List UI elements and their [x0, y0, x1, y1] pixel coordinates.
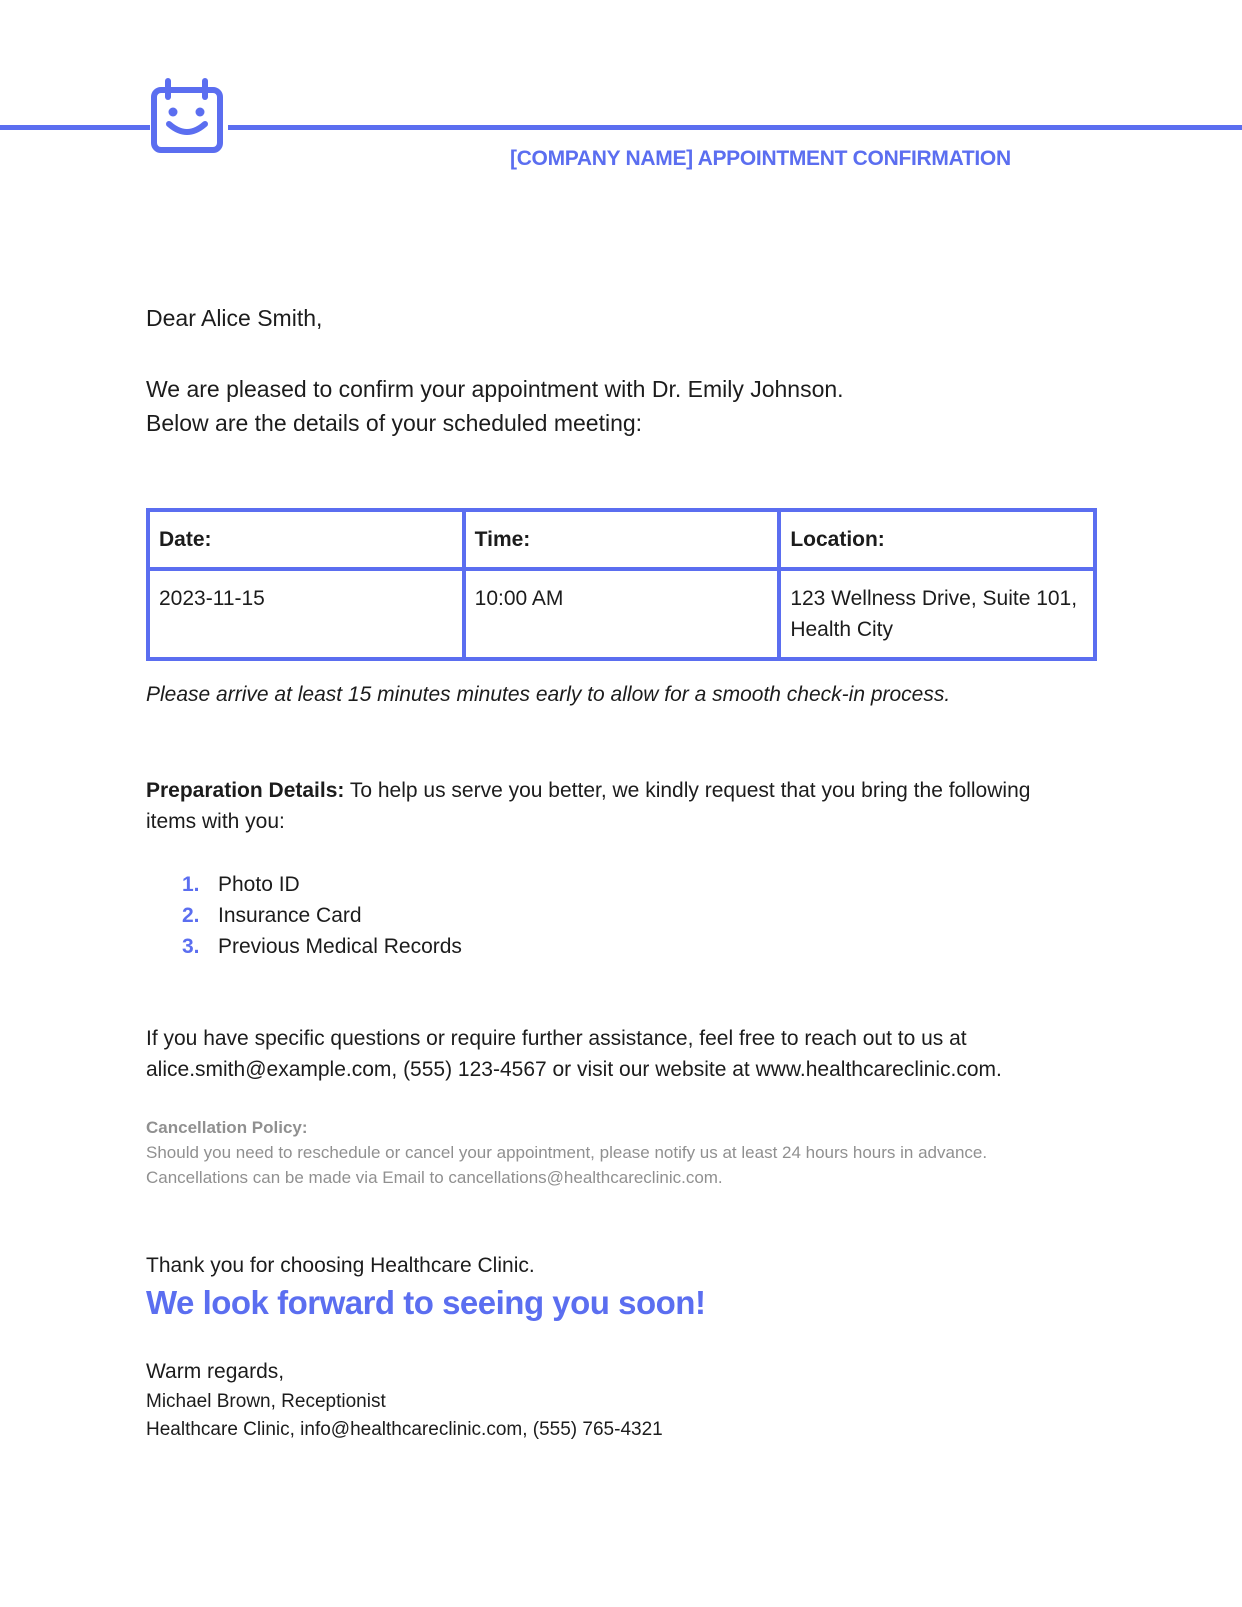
- arrival-note: Please arrive at least 15 minutes minutes early to allow for a smooth check-in process.: [146, 683, 951, 706]
- intro-line: Below are the details of your scheduled meeting:: [146, 410, 643, 436]
- greeting: Dear Alice Smith,: [146, 305, 323, 331]
- preparation-list: [182, 869, 462, 962]
- cancellation-line: Should you need to reschedule or cancel your appointment, please notify us at least 24 hours hours in advance.: [146, 1143, 988, 1162]
- calendar-smile-icon: [150, 78, 228, 158]
- time-value: 10:00 AM: [464, 569, 780, 659]
- list-number: 1.: [182, 873, 200, 896]
- preparation-details: [146, 775, 1076, 837]
- list-number: 3.: [182, 935, 200, 958]
- list-item-text: Previous Medical Records: [218, 935, 462, 958]
- contact-paragraph: If you have specific questions or require further assistance, feel free to reach out to us at alice.smith@example.com, (555) 123-4567 or visit our website at www.healthcareclinic.com.: [146, 1027, 1002, 1081]
- list-item: [182, 931, 462, 962]
- table-row: [148, 569, 1095, 659]
- thanks-line: Thank you for choosing Healthcare Clinic.: [146, 1254, 535, 1277]
- cancellation-line: Cancellations can be made via Email to cancellations@healthcareclinic.com.: [146, 1168, 723, 1187]
- time-header: Time:: [464, 510, 780, 569]
- appointment-details-table: [146, 508, 1097, 661]
- table-header-row: [148, 510, 1095, 569]
- closing-headline: We look forward to seeing you soon!: [146, 1284, 706, 1321]
- sign-off: Warm regards,: [146, 1360, 285, 1383]
- location-value: 123 Wellness Drive, Suite 101, Health City: [779, 569, 1095, 659]
- date-value: 2023-11-15: [148, 569, 464, 659]
- list-item: [182, 900, 462, 931]
- list-item: [182, 869, 462, 900]
- preparation-text: To help us serve you better, we kindly request that you bring the following items with you:: [146, 779, 1031, 833]
- intro-paragraph: [146, 372, 844, 440]
- preparation-label: Preparation Details:: [146, 779, 345, 802]
- date-header: Date:: [148, 510, 464, 569]
- cancellation-policy: [146, 1115, 1086, 1190]
- location-header: Location:: [779, 510, 1095, 569]
- list-item-text: Photo ID: [218, 873, 300, 896]
- list-number: 2.: [182, 904, 200, 927]
- document-title: [COMPANY NAME] APPOINTMENT CONFIRMATION: [510, 147, 1011, 170]
- cancellation-title: Cancellation Policy:: [146, 1118, 308, 1137]
- list-item-text: Insurance Card: [218, 904, 362, 927]
- signer-contact: Healthcare Clinic, info@healthcareclinic.com, (555) 765-4321: [146, 1419, 663, 1440]
- intro-line: We are pleased to confirm your appointment with Dr. Emily Johnson.: [146, 376, 844, 402]
- signer-name: Michael Brown, Receptionist: [146, 1391, 386, 1412]
